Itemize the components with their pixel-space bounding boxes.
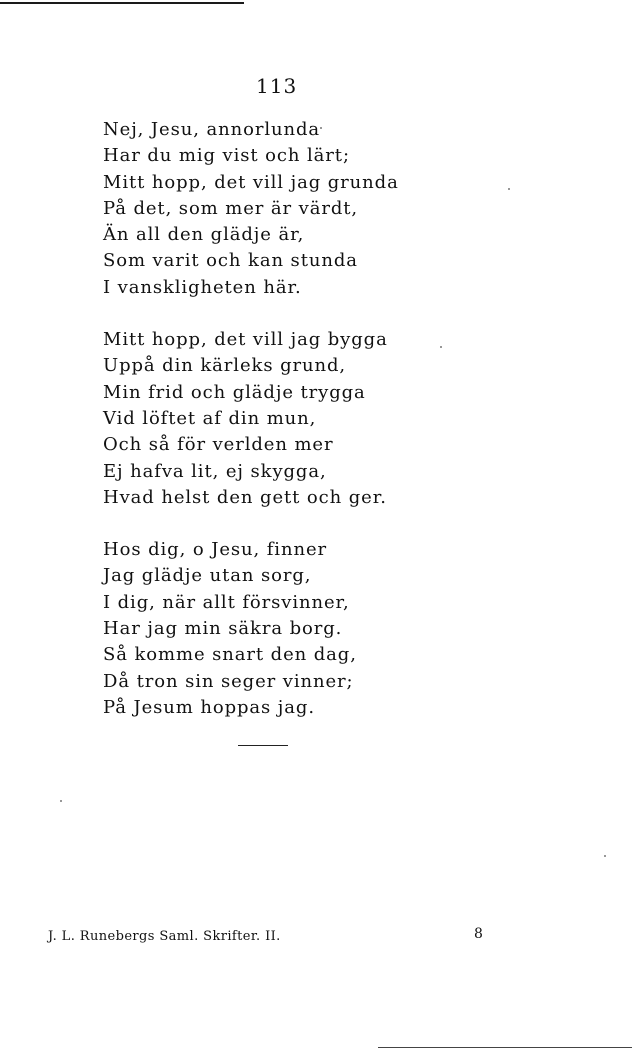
poem-line: I dig, när allt försvinner, bbox=[103, 591, 350, 613]
poem-line: Har jag min säkra borg. bbox=[103, 618, 343, 640]
paper-speck bbox=[60, 800, 62, 802]
poem-line: På det, som mer är värdt, bbox=[103, 197, 359, 219]
poem-line: Uppå din kärleks grund, bbox=[103, 355, 347, 377]
paper-speck bbox=[440, 346, 442, 348]
poem-line: Än all den glädje är, bbox=[103, 224, 305, 246]
sheet-number: 8 bbox=[474, 926, 483, 942]
poem-line: På Jesum hoppas jag. bbox=[103, 696, 315, 718]
poem-line: Nej, Jesu, annorlunda bbox=[103, 119, 321, 140]
stanza-1 bbox=[103, 117, 423, 301]
poem-line: Så komme snart den dag, bbox=[103, 644, 357, 666]
paper-speck bbox=[320, 127, 322, 129]
stanza-3 bbox=[103, 537, 423, 721]
poem-line: Vid löftet af din mun, bbox=[103, 407, 317, 429]
page-number: 113 bbox=[256, 74, 298, 98]
bottom-edge-rule bbox=[378, 1047, 632, 1048]
end-of-poem-rule bbox=[238, 745, 288, 746]
poem-line: Min frid och glädje trygga bbox=[103, 381, 366, 403]
poem-line: Har du mig vist och lärt; bbox=[103, 145, 350, 167]
poem-line: Hvad helst den gett och ger. bbox=[103, 486, 387, 508]
paper-speck bbox=[508, 188, 510, 190]
poem-line: Mitt hopp, det vill jag bygga bbox=[103, 329, 388, 351]
poem-line: Jag glädje utan sorg, bbox=[103, 565, 312, 587]
printer-signature: J. L. Runebergs Saml. Skrifter. II. bbox=[48, 929, 281, 944]
poem-line: Då tron sin seger vinner; bbox=[103, 670, 354, 692]
poem-line: Mitt hopp, det vill jag grunda bbox=[103, 171, 399, 193]
poem-line: Hos dig, o Jesu, finner bbox=[103, 539, 327, 561]
poem-line: I vanskligheten här. bbox=[103, 276, 302, 298]
poem-line: Som varit och kan stunda bbox=[103, 250, 358, 272]
stanza-2 bbox=[103, 327, 423, 511]
poem-line: Ej hafva lit, ej skygga, bbox=[103, 460, 327, 482]
top-edge-rule bbox=[0, 2, 244, 4]
paper-speck bbox=[604, 855, 606, 857]
poem bbox=[103, 117, 423, 747]
poem-line: Och så för verlden mer bbox=[103, 434, 334, 456]
